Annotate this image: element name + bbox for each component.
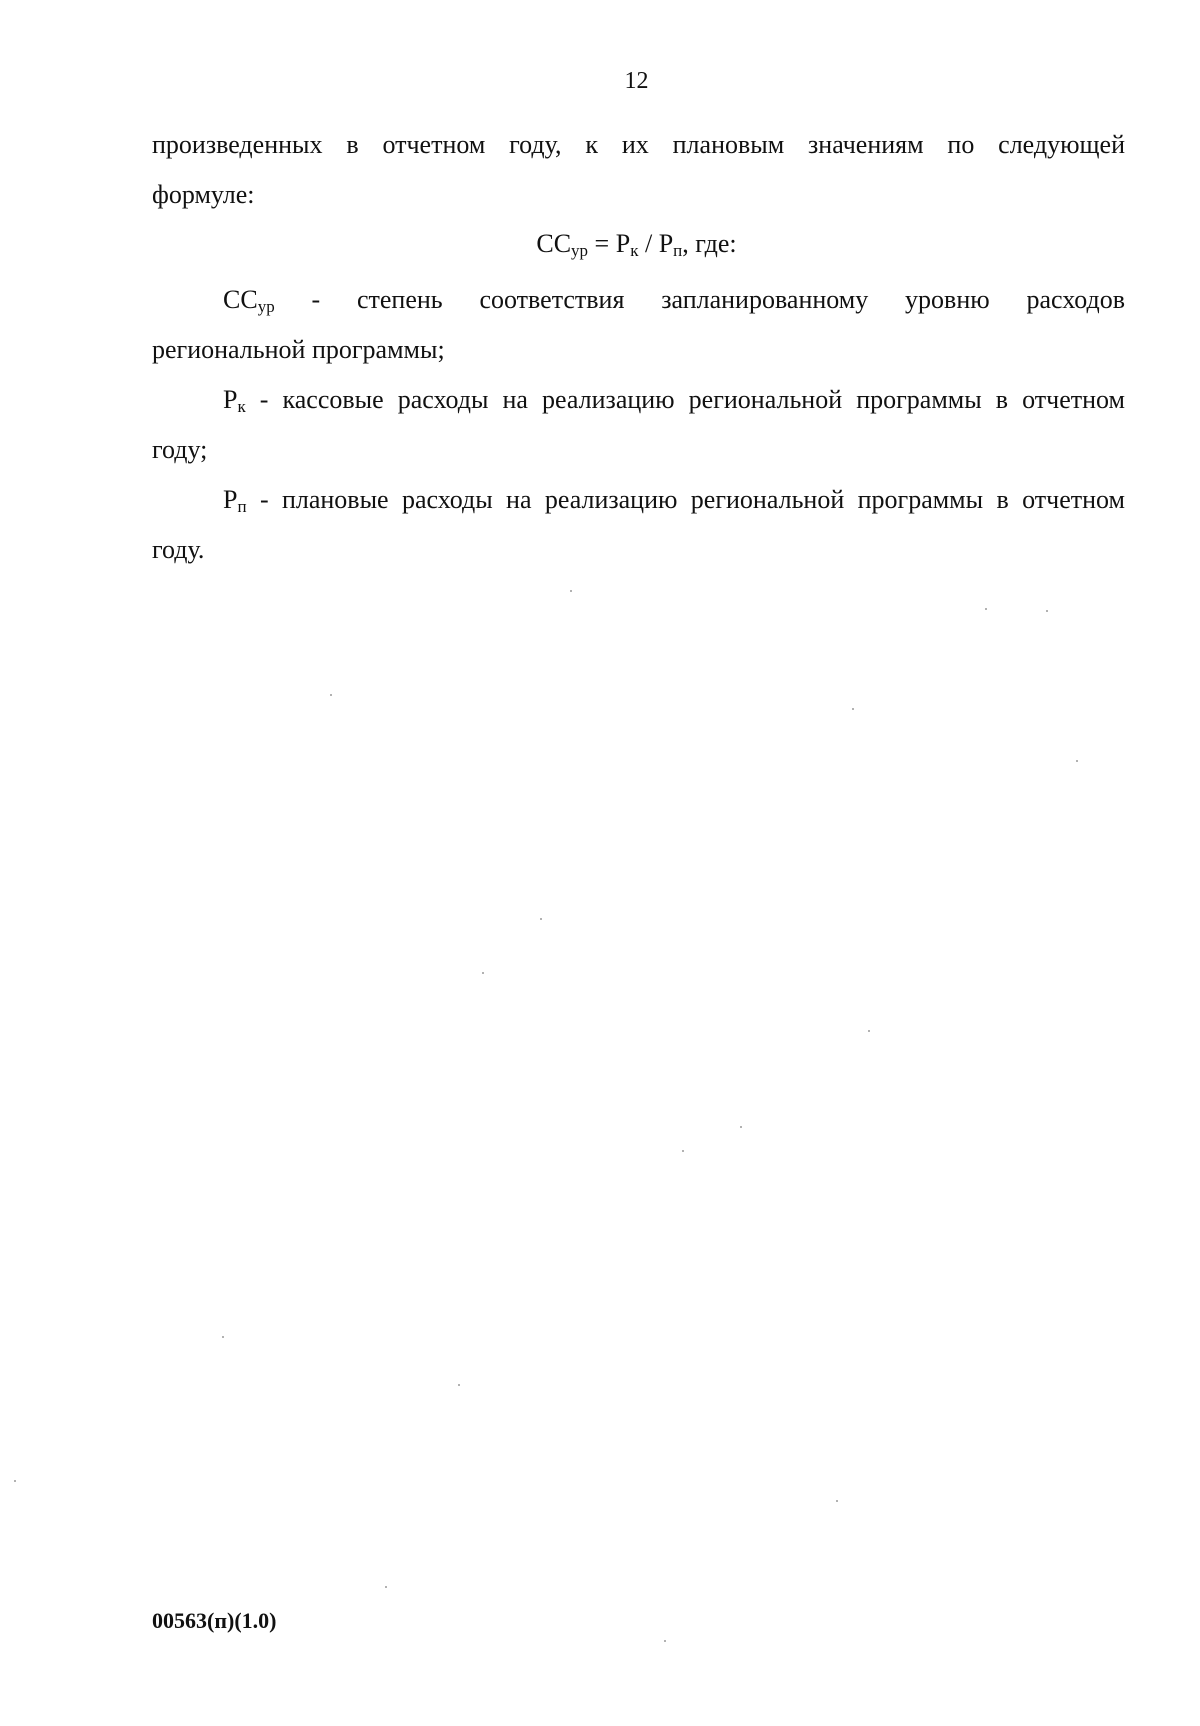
scan-speck [540, 918, 542, 920]
scan-speck [1046, 610, 1048, 612]
def-cc-symbol: СС [223, 285, 258, 314]
def-rk-symbol: Р [223, 385, 238, 414]
scan-speck [482, 972, 484, 974]
scan-speck [682, 1150, 684, 1152]
intro-paragraph [152, 120, 1125, 220]
intro-line-2: формуле: [152, 180, 255, 209]
def-rp-subscript: п [237, 497, 247, 516]
scan-speck [836, 1500, 838, 1502]
intro-line-1: произведенных в отчетном году, к их плановым значениям по следующей [152, 130, 1125, 159]
formula-rk-subscript: к [630, 241, 639, 260]
page-number: 12 [624, 68, 649, 94]
scan-speck [664, 1640, 666, 1642]
formula-cc-subscript: ур [571, 241, 589, 260]
formula-rp-subscript: п [673, 241, 683, 260]
def-rk-line-1 [152, 375, 1125, 425]
formula-cc-symbol: СС [536, 229, 572, 258]
def-rk-text: - кассовые расходы на реализацию региональной программы в отчетном [245, 385, 1125, 414]
def-rp-line-2: году. [152, 535, 205, 564]
scan-speck [222, 1336, 224, 1338]
scan-speck [740, 1126, 742, 1128]
def-rp-text: - плановые расходы на реализацию региональной программы в отчетном [246, 485, 1125, 514]
formula-equals: = [588, 229, 616, 258]
formula [0, 226, 1200, 262]
scan-speck [330, 694, 332, 696]
formula-divide: / [638, 229, 659, 258]
def-rp-line-1 [152, 475, 1125, 525]
formula-rk-symbol: Р [615, 229, 631, 258]
def-cc-line-1 [152, 275, 1125, 325]
def-cc-subscript: ур [257, 297, 275, 316]
def-rk-subscript: к [237, 397, 246, 416]
scan-speck [852, 708, 854, 710]
formula-rp-symbol: Р [658, 229, 674, 258]
def-rp-symbol: Р [223, 485, 238, 514]
footer-document-code: 00563(п)(1.0) [152, 1608, 277, 1633]
scan-speck [458, 1384, 460, 1386]
formula-tail: , где: [682, 229, 737, 258]
scan-speck [985, 608, 987, 610]
def-cc-text: - степень соответствия запланированному уровню расходов [274, 285, 1125, 314]
scan-speck [1076, 760, 1078, 762]
scan-speck [570, 590, 572, 592]
def-rk-line-2: году; [152, 435, 208, 464]
def-cc-line-2: региональной программы; [152, 335, 445, 364]
scan-speck [385, 1586, 387, 1588]
scan-speck [14, 1480, 16, 1482]
scan-speck [868, 1030, 870, 1032]
definitions [152, 275, 1125, 575]
